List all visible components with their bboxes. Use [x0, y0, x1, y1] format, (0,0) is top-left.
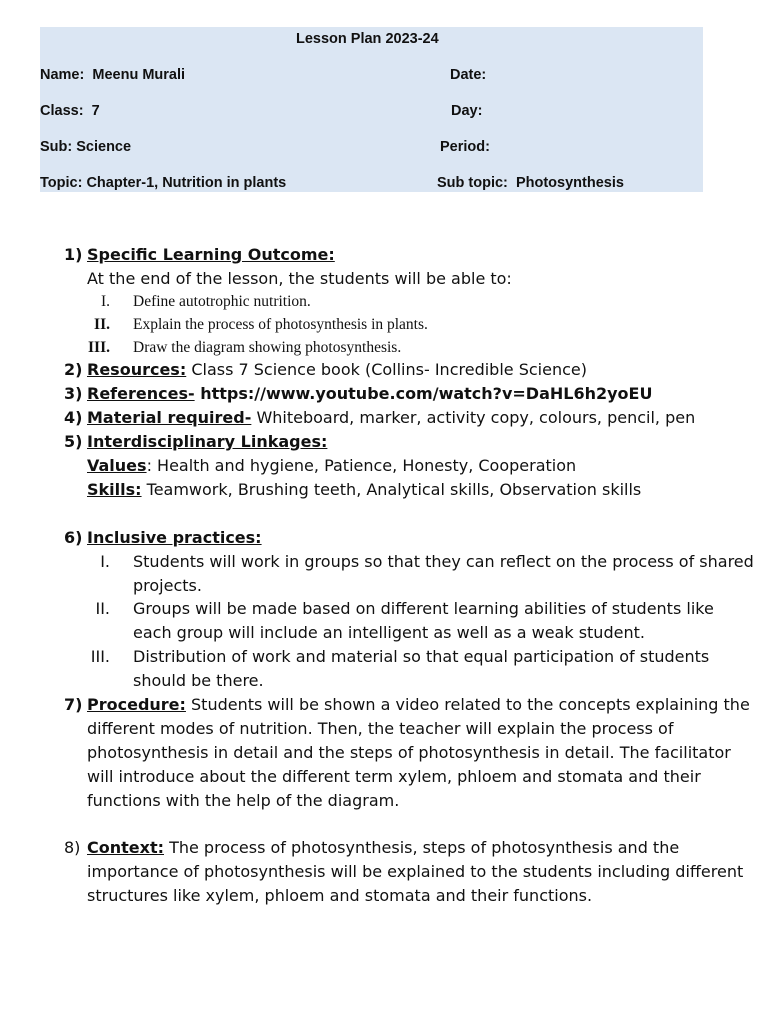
name-label: Name:: [40, 67, 85, 83]
context-text: The process of photosynthesis, steps of photosynthesis and the: [164, 838, 680, 857]
context-line: [87, 838, 679, 858]
class-row: [40, 102, 100, 120]
section-heading-outcome: Specific Learning Outcome:: [87, 245, 335, 264]
skills-text: Teamwork, Brushing teeth, Analytical skills, Observation skills: [141, 480, 642, 499]
roman-numeral: II.: [95, 599, 110, 618]
roman-numeral: III.: [88, 339, 110, 356]
date-label: Date:: [450, 67, 487, 83]
section-number: 8): [64, 838, 81, 857]
section-number: 2): [64, 360, 83, 379]
roman-numeral: III.: [90, 647, 110, 666]
procedure-line: [87, 695, 750, 715]
section-heading-material: Material required-: [87, 408, 252, 427]
section-heading-context: Context:: [87, 838, 164, 857]
roman-numeral: I.: [100, 552, 110, 571]
inclusive-item-line: Students will work in groups so that they can reflect on the process of shared: [133, 552, 754, 571]
section-heading-linkages: Interdisciplinary Linkages:: [87, 432, 328, 451]
section-number: 1): [64, 245, 83, 264]
roman-numeral: II.: [94, 316, 110, 333]
section-heading-resources: Resources:: [87, 360, 187, 379]
outcome-item: Draw the diagram showing photosynthesis.: [133, 339, 402, 356]
outcome-intro: At the end of the lesson, the students will be able to:: [87, 269, 512, 288]
subtopic-value: Photosynthesis: [515, 175, 624, 191]
resources-line: [87, 360, 587, 380]
skills-label: Skills:: [87, 480, 142, 499]
values-line: [87, 456, 576, 476]
procedure-text: Students will be shown a video related to the concepts explaining the: [185, 695, 750, 714]
section-heading-references: References-: [87, 384, 195, 403]
subject-value: Science: [76, 139, 132, 155]
subtopic-label: Sub topic:: [437, 175, 508, 191]
section-number: 7): [64, 695, 83, 714]
topic-row: [40, 174, 286, 192]
inclusive-item-line: projects.: [133, 576, 202, 595]
section-number: 3): [64, 384, 83, 403]
name-row: [40, 66, 185, 84]
values-text: : Health and hygiene, Patience, Honesty, Cooperation: [146, 456, 577, 475]
material-line: [87, 408, 695, 428]
period-label: Period:: [440, 139, 490, 155]
section-number: 4): [64, 408, 83, 427]
procedure-text: different modes of nutrition. Then, the teacher will explain the process of: [87, 719, 674, 738]
procedure-text: photosynthesis in detail and the steps of photosynthesis in detail. The facilitator: [87, 743, 731, 762]
skills-line: [87, 480, 641, 500]
section-heading-inclusive: Inclusive practices:: [87, 528, 262, 547]
name-value: Meenu Murali: [92, 67, 186, 83]
values-label: Values: [87, 456, 147, 475]
resources-text: Class 7 Science book (Collins- Incredible Science): [186, 360, 587, 379]
topic-label: Topic:: [40, 175, 83, 191]
section-number: 6): [64, 528, 83, 547]
procedure-text: functions with the help of the diagram.: [87, 791, 400, 810]
class-value: 7: [91, 103, 100, 119]
section-number: 5): [64, 432, 83, 451]
outcome-item: Define autotrophic nutrition.: [133, 293, 311, 310]
outcome-item: Explain the process of photosynthesis in plants.: [133, 316, 428, 333]
inclusive-item-line: should be there.: [133, 671, 264, 690]
day-label: Day:: [451, 103, 483, 119]
subject-label: Sub:: [40, 139, 73, 155]
topic-value: Chapter-1, Nutrition in plants: [86, 175, 287, 191]
reference-link[interactable]: https://www.youtube.com/watch?v=DaHL6h2yoEU: [194, 384, 653, 403]
procedure-text: will introduce about the different term xylem, phloem and stomata and their: [87, 767, 701, 786]
page-title: Lesson Plan 2023-24: [296, 31, 439, 47]
material-text: Whiteboard, marker, activity copy, colours, pencil, pen: [251, 408, 696, 427]
subtopic-row: [437, 174, 624, 192]
references-line: [87, 384, 652, 404]
section-heading-procedure: Procedure:: [87, 695, 186, 714]
inclusive-item-line: Distribution of work and material so that equal participation of students: [133, 647, 710, 666]
class-label: Class:: [40, 103, 84, 119]
subject-row: [40, 138, 131, 156]
inclusive-item-line: Groups will be made based on different learning abilities of students like: [133, 599, 714, 618]
context-text: structures like xylem, phloem and stomata and their functions.: [87, 886, 593, 905]
context-text: importance of photosynthesis will be explained to the students including different: [87, 862, 744, 881]
inclusive-item-line: each group will include an intelligent as well as a weak student.: [133, 623, 645, 642]
header-box: [40, 27, 703, 192]
roman-numeral: I.: [100, 293, 110, 310]
